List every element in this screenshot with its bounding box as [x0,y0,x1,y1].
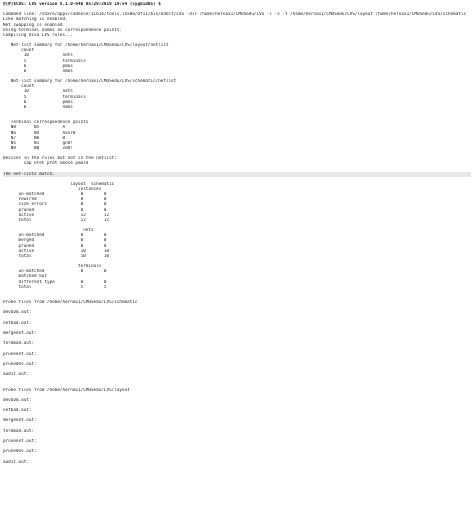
terminal-line: total 12 12 [3,217,110,223]
terminal-line: 6 nmos [3,68,73,74]
terminal-line: netbad.out: [3,408,32,414]
terminal-line: cap nfet pfet nmos4 pmos4 [3,161,89,167]
terminal-line: total 5 5 [3,284,107,290]
terminal-line: size errors 0 0 [3,202,107,208]
terminal-line: audit.out: [3,459,29,465]
terminal-line: N7 N6 B [3,135,66,141]
terminal-line: terminals [3,264,102,270]
terminal-line: active 12 12 [3,212,110,218]
terminal-line: count [3,84,35,90]
terminal-line: 10 nets [3,53,73,59]
terminal-line: pruned 0 0 [3,243,107,249]
terminal-line: mergenet.out: [3,418,37,424]
terminal-line: nets [3,228,94,234]
terminal-line: Using terminal names as correspondence points. [3,27,122,33]
terminal-line: @(#)$CDS: LVS version 6.1.0-64b 05/28/2019 19:54 (cygbid05) $ [3,2,161,7]
terminal-line: mergenet.out: [3,331,37,336]
terminal-line: Terminal correspondence points [3,120,89,126]
terminal-line: layout schematic [3,181,115,187]
terminal-line: N6 N4 AxorB [3,130,76,136]
terminal-line: Net swapping is enabled. [3,22,66,28]
terminal-line: un-matched 0 0 [3,192,107,198]
terminal-line: termbad.out: [3,428,35,434]
terminal-line: 5 terminals [3,58,86,64]
terminal-line: rewired 0 0 [3,197,107,203]
terminal-line: count [3,48,35,54]
terminal-line: merged 0 0 [3,238,107,244]
terminal-line: different type 0 0 [3,279,107,285]
terminal-line: total 10 10 [3,253,110,259]
terminal-line: devbad.out: [3,310,32,316]
terminal-line: matched but [3,274,47,280]
terminal-line: 6 pmos [3,99,73,105]
terminal-line: The net-lists match. [3,172,471,177]
terminal-line: netbad.out: [3,320,32,326]
terminal-line: prunenet.out: [3,438,37,444]
terminal-line: instances [3,187,102,193]
terminal-line: Probe files from /home/hernax1/CMOSedu/LVS/schematic [3,300,138,306]
terminal-line: un-matched 0 0 [3,233,107,239]
terminal-line [3,465,471,470]
terminal-line: un-matched 0 0 [3,269,107,275]
terminal-line: 6 nmos [3,104,73,110]
terminal-line: devbad.out: [3,397,32,403]
terminal-line: termbad.out: [3,341,35,347]
terminal-line: Probe files from /home/hernax1/CMOSedu/LVS/layout [3,387,130,393]
terminal-line: 5 terminals [3,94,86,100]
terminal-line: Command line: /share/apps/cadence/IC614/tools.lnx86/dfII/bin/64bit/LVS -dir /home/hernax1/CMOSedu/LVS -l -s -t /home/hernax1/CMOSedu/LVS/layout /home/hernax1/CMOSedu/LVS/schematic [3,12,467,18]
terminal-line: Net-list summary for /home/hernax1/CMOSedu/LVS/schematic/netlist [3,79,177,85]
terminal-line: N9 N0 vdd! [3,145,73,151]
terminal-line: prunedev.out: [3,361,37,367]
terminal-line: pruned 0 0 [3,207,107,213]
terminal-line: prunenet.out: [3,351,37,357]
terminal-line: Compiling Diva LVS rules... [3,32,73,38]
terminal-line: N5 N1 gnd! [3,140,73,146]
terminal-line: audit.out: [3,372,29,378]
terminal-line: Devices in the rules but not in the netlist: [3,156,117,162]
terminal-line: 6 pmos [3,63,73,69]
terminal-line: prunedev.out: [3,449,37,455]
terminal-line: active 10 10 [3,248,110,254]
terminal-line: N8 N5 A [3,125,66,131]
terminal-line: Like matching is enabled. [3,17,68,23]
terminal-line: 10 nets [3,89,73,95]
terminal-line: Net-list summary for /home/hernax1/CMOSedu/LVS/layout/netlist [3,43,169,49]
